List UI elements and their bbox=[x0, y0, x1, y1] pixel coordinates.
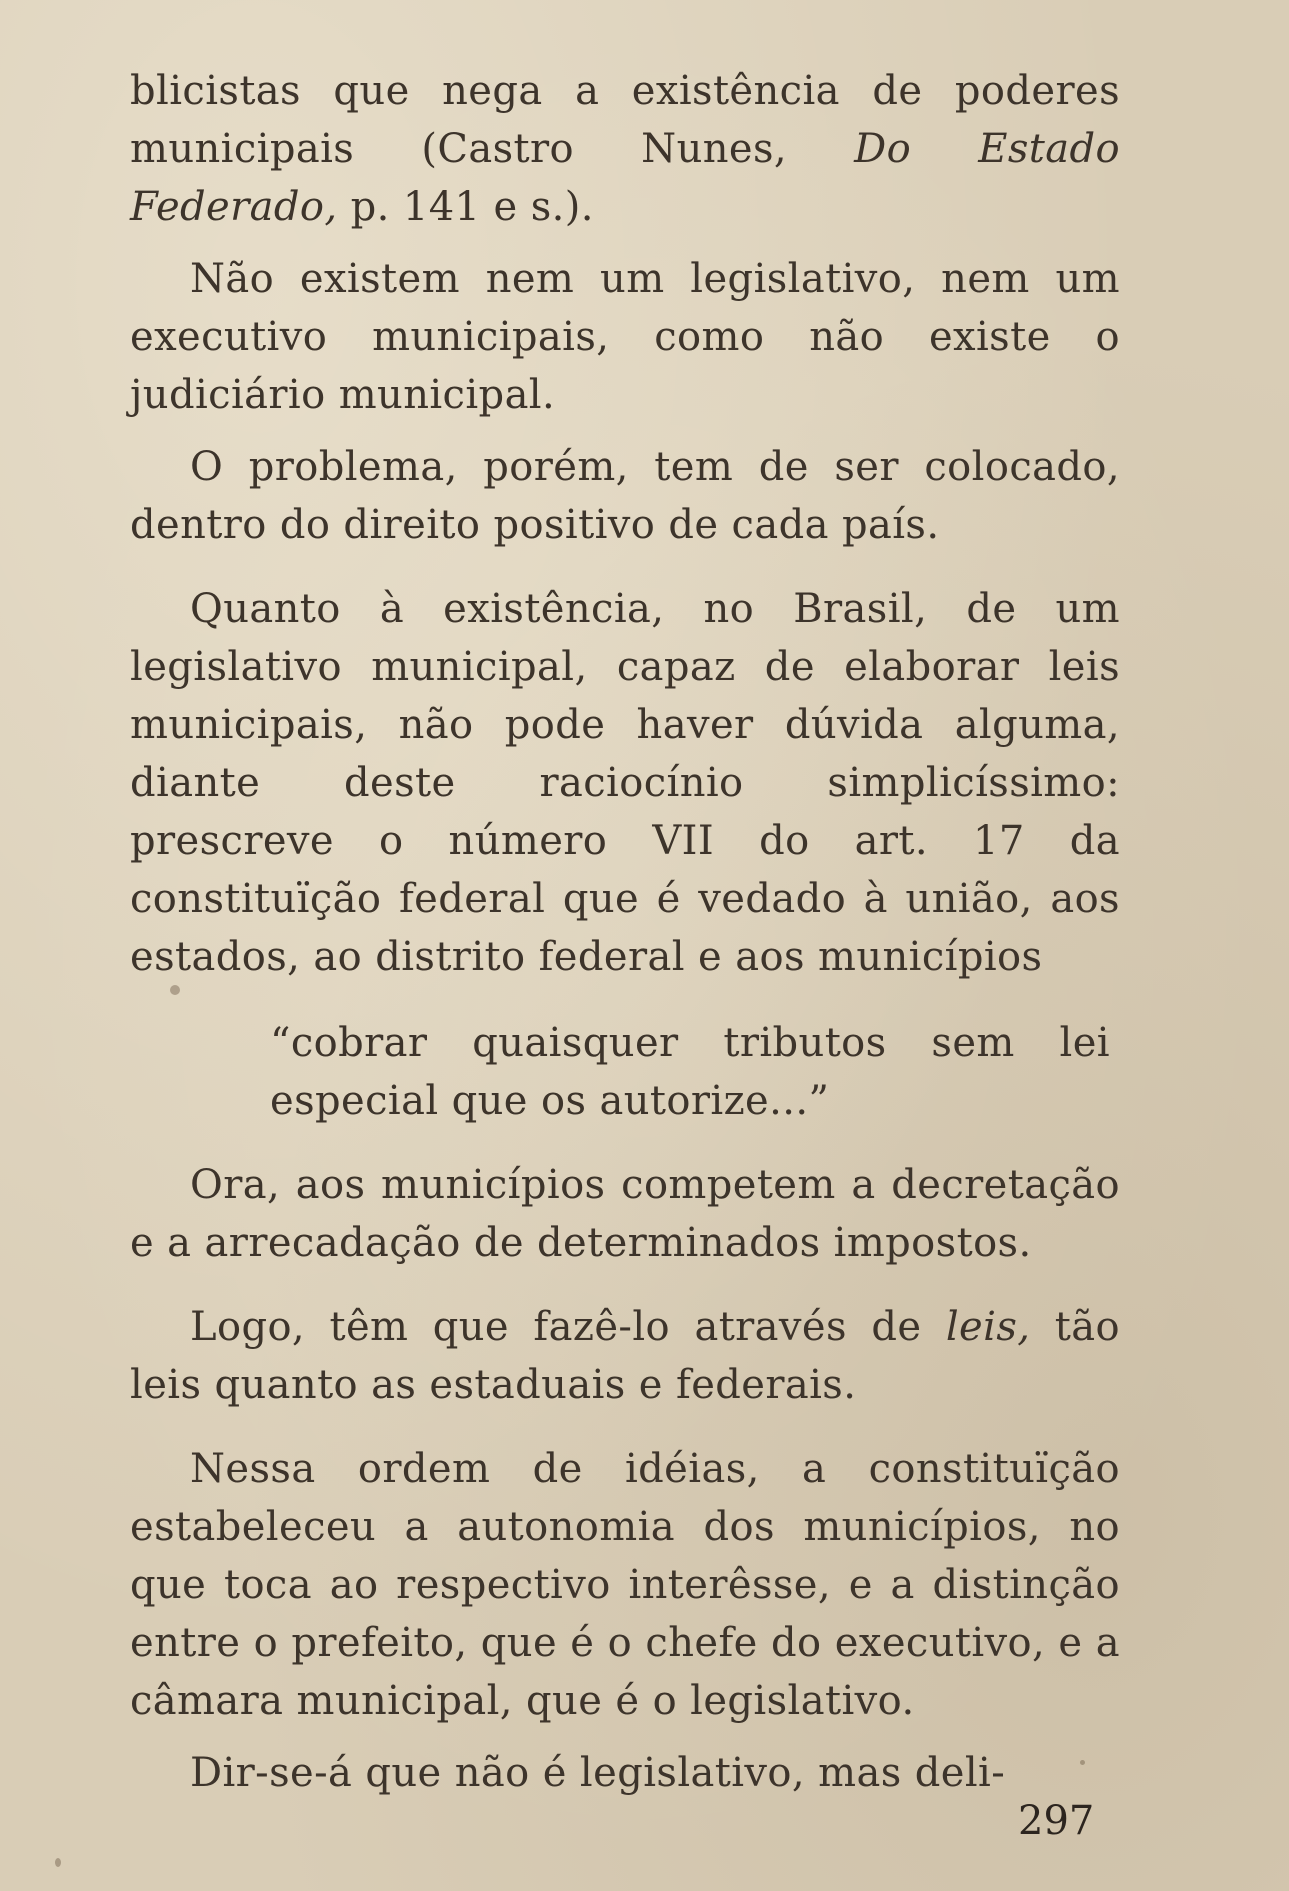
page-number: 297 bbox=[1018, 1798, 1095, 1844]
paper-speck bbox=[1080, 1760, 1085, 1765]
paragraph-text: Quanto à existência, no Brasil, de um legislativo municipal, capaz de elaborar leis municipais, não pode haver dúvida alguma, diante deste raciocínio simplicíssimo: prescreve o número VII do art. 17 da constituïção federal que é vedado à união, aos estados, ao distrito federal e aos municípios bbox=[130, 586, 1120, 980]
body-text bbox=[130, 62, 1120, 1802]
paragraph-text: blicistas que nega a existência de poderes municipais (Castro Nunes, bbox=[130, 68, 1120, 172]
emphasized-word: leis, bbox=[945, 1304, 1031, 1350]
paragraph bbox=[130, 1440, 1120, 1730]
paragraph bbox=[130, 438, 1120, 554]
paper-speck bbox=[170, 985, 180, 995]
paragraph bbox=[130, 1156, 1120, 1272]
paragraph-text: Não existem nem um legislativo, nem um executivo municipais, como não existe o judiciário municipal. bbox=[130, 256, 1120, 418]
paper-speck bbox=[55, 1858, 61, 1867]
quote-text: “cobrar quaisquer tributos sem lei especial que os autorize...” bbox=[270, 1020, 1110, 1124]
paragraph-text: Dir-se-á que não é legislativo, mas deli- bbox=[190, 1750, 1006, 1796]
paragraph bbox=[130, 580, 1120, 986]
book-title-citation: Do Estado Federado, bbox=[130, 126, 1120, 230]
paragraph-text: Ora, aos municípios competem a decretação e a arrecadação de determinados impostos. bbox=[130, 1162, 1120, 1266]
paragraph-text-after: p. 141 e s.). bbox=[337, 184, 594, 230]
paragraph-text: O problema, porém, tem de ser colocado, dentro do direito positivo de cada país. bbox=[130, 444, 1120, 548]
paragraph-continuation bbox=[130, 62, 1120, 236]
block-quote bbox=[130, 1014, 1120, 1130]
paragraph bbox=[130, 250, 1120, 424]
paragraph-text: Logo, têm que fazê-lo através de bbox=[190, 1304, 946, 1350]
paragraph bbox=[130, 1744, 1120, 1802]
paragraph-text: Nessa ordem de idéias, a constituïção estabeleceu a autonomia dos municípios, no que toca ao respectivo interêsse, e a distinção entre o prefeito, que é o chefe do executivo, e a câmara municipal, que é o legislativo. bbox=[130, 1446, 1120, 1724]
paragraph-text-after: tão leis quanto as estaduais e federais. bbox=[130, 1304, 1120, 1408]
paragraph bbox=[130, 1298, 1120, 1414]
